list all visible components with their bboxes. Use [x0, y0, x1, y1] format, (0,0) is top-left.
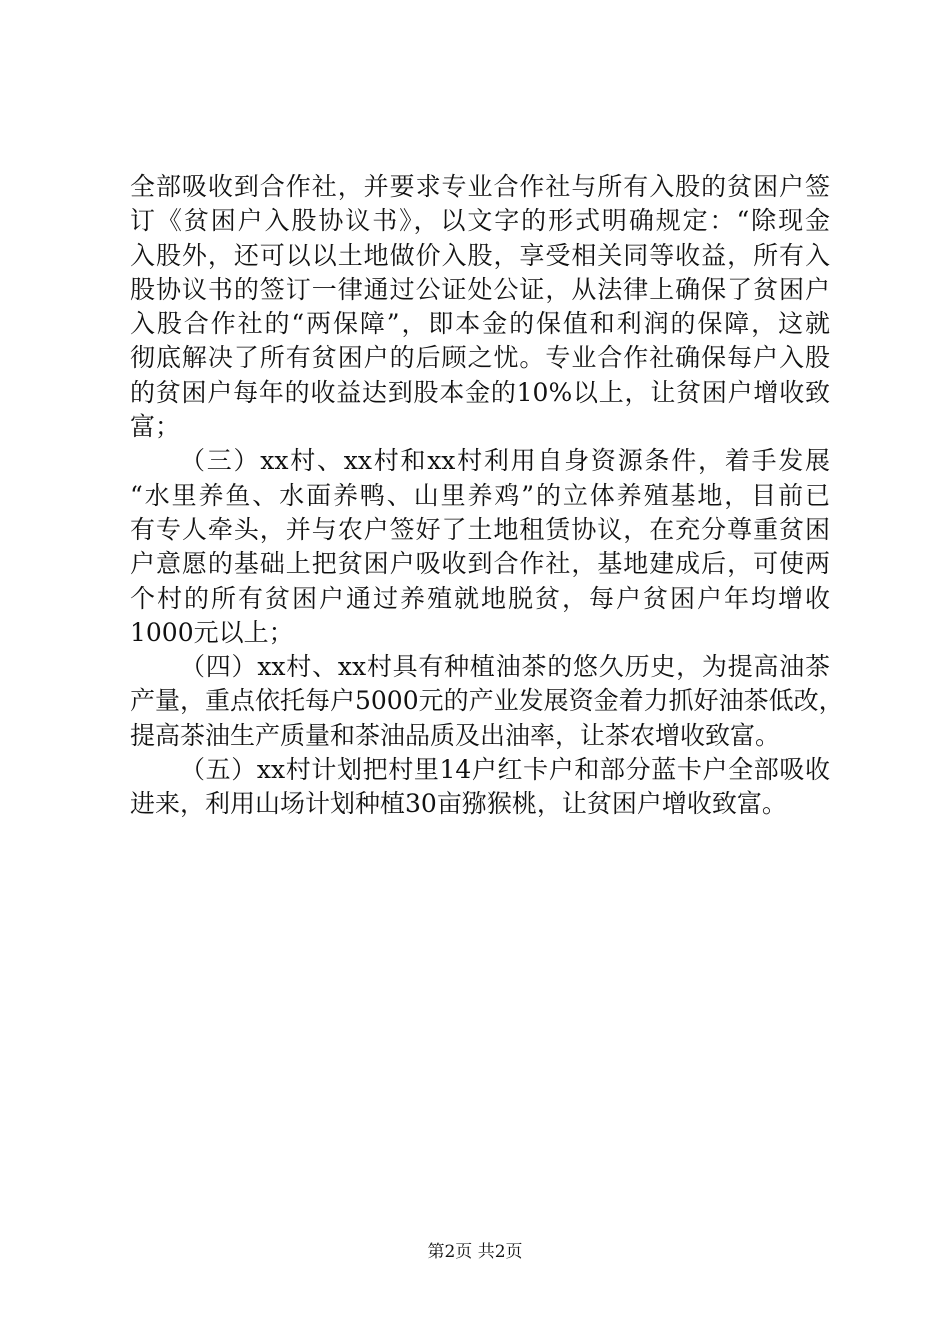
text-line: 产量，重点依托每户5000元的产业发展资金着力抓好油茶低改， — [130, 686, 844, 716]
text-line: 全部吸收到合作社，并要求专业合作社与所有入股的贫困户签 — [130, 172, 830, 201]
text-line: 1000元以上； — [130, 617, 294, 647]
text-line: 户意愿的基础上把贫困户吸收到合作社，基地建成后，可使两 — [130, 549, 830, 579]
text-line: “水里养鱼、水面养鸭、山里养鸡”的立体养殖基地，目前已 — [130, 480, 830, 510]
paragraph-first-line: （五）xx村计划把村里14户红卡户和部分蓝卡户全部吸收 — [180, 755, 830, 785]
text-line: 彻底解决了所有贫困户的后顾之忧。专业合作社确保每户入股 — [130, 343, 830, 373]
text-line: 入股合作社的“两保障”，即本金的保值和利润的保障，这就 — [130, 309, 830, 339]
text-line: 入股外，还可以以土地做价入股，享受相关同等收益，所有入 — [130, 240, 830, 270]
text-line: 进来，利用山场计划种植30亩猕猴桃，让贫困户增收致富。 — [130, 789, 787, 819]
text-line: 有专人牵头，并与农户签好了土地租赁协议，在充分尊重贫困 — [130, 514, 830, 544]
paragraph-first-line: （三）xx村、xx村和xx村利用自身资源条件，着手发展 — [180, 446, 830, 476]
document-body — [130, 170, 844, 822]
text-line: 股协议书的签订一律通过公证处公证，从法律上确保了贫困户 — [130, 274, 830, 304]
text-line: 提高茶油生产质量和茶油品质及出油率，让茶农增收致富。 — [130, 720, 781, 750]
text-line: 的贫困户每年的收益达到股本金的10%以上，让贫困户增收致 — [130, 377, 830, 407]
paragraph-first-line: （四）xx村、xx村具有种植油茶的悠久历史，为提高油茶 — [180, 652, 830, 682]
page-footer: 第2页 共2页 — [427, 1242, 523, 1262]
text-line: 富； — [130, 412, 181, 442]
text-line: 订《贫困户入股协议书》，以文字的形式明确规定：“除现金 — [130, 206, 830, 236]
text-line: 个村的所有贫困户通过养殖就地脱贫，每户贫困户年均增收 — [130, 583, 830, 613]
